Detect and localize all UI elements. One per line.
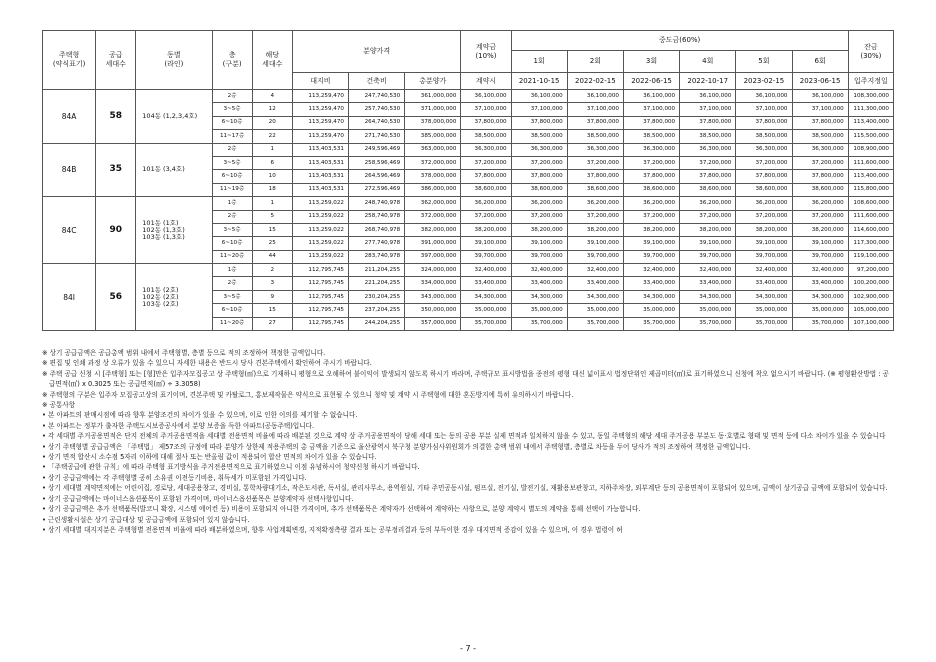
dong-line-cell: 101동 (1호) 102동 (1,3호) 103동 (1,3호) xyxy=(136,197,212,264)
middle-payment-cell: 38,500,000 xyxy=(792,130,848,143)
floor-cell: 3~5층 xyxy=(212,223,252,236)
total-price-cell: 324,000,000 xyxy=(405,264,461,277)
balance-cell: 108,300,000 xyxy=(848,90,893,103)
unit-type-cell: 84B xyxy=(43,143,96,197)
building-price-cell: 248,740,978 xyxy=(348,197,404,210)
units-cell: 3 xyxy=(252,277,292,290)
col-dong-header: 동별 (라인) xyxy=(136,31,212,90)
col-contract-header: 계약금 (10%) xyxy=(461,31,511,73)
total-price-cell: 378,000,000 xyxy=(405,170,461,183)
middle-payment-cell: 38,600,000 xyxy=(623,183,679,196)
building-price-cell: 211,204,255 xyxy=(348,264,404,277)
total-price-cell: 391,000,000 xyxy=(405,237,461,250)
col-middle-date: 2021-10-15 xyxy=(511,73,567,90)
units-cell: 1 xyxy=(252,197,292,210)
contract-cell: 38,600,000 xyxy=(461,183,511,196)
middle-payment-cell: 37,800,000 xyxy=(511,170,567,183)
floor-cell: 3~5층 xyxy=(212,290,252,303)
land-price-cell: 113,403,531 xyxy=(292,156,348,169)
middle-payment-cell: 34,300,000 xyxy=(511,290,567,303)
building-price-cell: 258,596,469 xyxy=(348,156,404,169)
balance-cell: 97,200,000 xyxy=(848,264,893,277)
total-price-cell: 357,000,000 xyxy=(405,317,461,330)
total-price-cell: 372,000,000 xyxy=(405,210,461,223)
floor-cell: 11~17층 xyxy=(212,130,252,143)
col-units-header: 해당 세대수 xyxy=(252,31,292,90)
table-row xyxy=(43,264,894,277)
note-item: • 상기 공급금액은 추가 선택품목(발코니 확장, 시스템 에어컨 등) 비용이 포함되지 아니한 가격이며, 추가 선택품목은 계약자가 선택하여 계약하는 사항으로, 분양 계약시 별도의 계약을 통해 선택이 가능합니다. xyxy=(42,505,641,514)
land-price-cell: 112,795,745 xyxy=(292,290,348,303)
middle-payment-cell: 37,200,000 xyxy=(736,210,792,223)
col-middle-round: 3회 xyxy=(623,51,679,73)
building-price-cell: 230,204,255 xyxy=(348,290,404,303)
middle-payment-cell: 36,100,000 xyxy=(792,90,848,103)
floor-cell: 11~20층 xyxy=(212,317,252,330)
note-item: ※ 편집 및 인쇄 과정 상 오류가 있을 수 있으니 자세한 내용은 반드시 당사 견본주택에서 확인하여 주시기 바랍니다. xyxy=(42,359,372,368)
col-middle-header: 중도금(60%) xyxy=(511,31,848,51)
middle-payment-cell: 33,400,000 xyxy=(511,277,567,290)
middle-payment-cell: 37,200,000 xyxy=(623,210,679,223)
middle-payment-cell: 36,300,000 xyxy=(792,143,848,156)
units-cell: 25 xyxy=(252,237,292,250)
middle-payment-cell: 37,800,000 xyxy=(680,116,736,129)
middle-payment-cell: 32,400,000 xyxy=(736,264,792,277)
middle-payment-cell: 37,800,000 xyxy=(680,170,736,183)
units-cell: 1 xyxy=(252,143,292,156)
middle-payment-cell: 39,100,000 xyxy=(792,237,848,250)
balance-cell: 111,600,000 xyxy=(848,210,893,223)
building-price-cell: 268,740,978 xyxy=(348,223,404,236)
balance-cell: 113,400,000 xyxy=(848,116,893,129)
balance-cell: 105,000,000 xyxy=(848,304,893,317)
contract-cell: 35,700,000 xyxy=(461,317,511,330)
land-price-cell: 113,259,022 xyxy=(292,250,348,263)
land-price-cell: 113,259,022 xyxy=(292,210,348,223)
contract-cell: 36,100,000 xyxy=(461,90,511,103)
middle-payment-cell: 37,100,000 xyxy=(792,103,848,116)
floor-cell: 11~19층 xyxy=(212,183,252,196)
col-supply-header: 공급 세대수 xyxy=(96,31,136,90)
floor-cell: 3~5층 xyxy=(212,103,252,116)
table-row xyxy=(43,197,894,210)
middle-payment-cell: 35,700,000 xyxy=(792,317,848,330)
note-item: ※ 주택형의 구분은 입주자 모집공고상의 표기이며, 견본주택 및 카탈로그, 홍보제작물은 약식으로 표현될 수 있으니 청약 및 계약 시 주택형에 대한 혼돈방지에 특히 유의하시기 바랍니다. xyxy=(42,390,574,399)
units-cell: 27 xyxy=(252,317,292,330)
middle-payment-cell: 39,100,000 xyxy=(623,237,679,250)
floor-cell: 2층 xyxy=(212,143,252,156)
middle-payment-cell: 38,600,000 xyxy=(511,183,567,196)
units-cell: 44 xyxy=(252,250,292,263)
total-price-cell: 343,000,000 xyxy=(405,290,461,303)
middle-payment-cell: 35,000,000 xyxy=(623,304,679,317)
contract-cell: 33,400,000 xyxy=(461,277,511,290)
table-row xyxy=(43,143,894,156)
note-item: • 상기 주택형별 공급금액은 「주택법」 제57조의 규정에 따라 분양가 상한제 적용주택의 총 금액을 기준으로 울산광역시 북구청 분양가심사위원회가 의결한 총액 범위 내에서 주택형별, 층별로 차등을 두어 당사가 적의 조정하여 책정한 금액입니다. xyxy=(42,442,751,451)
middle-payment-cell: 37,100,000 xyxy=(567,103,623,116)
col-total-header: 총분양가 xyxy=(405,73,461,90)
total-price-cell: 386,000,000 xyxy=(405,183,461,196)
balance-cell: 108,900,000 xyxy=(848,143,893,156)
middle-payment-cell: 35,000,000 xyxy=(736,304,792,317)
middle-payment-cell: 35,700,000 xyxy=(511,317,567,330)
contract-cell: 37,800,000 xyxy=(461,170,511,183)
unit-type-cell: 84A xyxy=(43,90,96,144)
price-table-body xyxy=(43,90,894,331)
middle-payment-cell: 37,100,000 xyxy=(736,103,792,116)
contract-cell: 34,300,000 xyxy=(461,290,511,303)
balance-cell: 115,800,000 xyxy=(848,183,893,196)
middle-payment-cell: 36,100,000 xyxy=(680,90,736,103)
building-price-cell: 249,596,469 xyxy=(348,143,404,156)
building-price-cell: 221,204,255 xyxy=(348,277,404,290)
land-price-cell: 113,259,022 xyxy=(292,197,348,210)
middle-payment-cell: 35,700,000 xyxy=(623,317,679,330)
note-item: ※ 공통사항 xyxy=(42,401,76,410)
middle-payment-cell: 36,100,000 xyxy=(511,90,567,103)
floor-cell: 11~20층 xyxy=(212,250,252,263)
contract-cell: 39,100,000 xyxy=(461,237,511,250)
balance-cell: 111,600,000 xyxy=(848,156,893,169)
contract-cell: 38,500,000 xyxy=(461,130,511,143)
middle-payment-cell: 33,400,000 xyxy=(680,277,736,290)
building-price-cell: 257,740,530 xyxy=(348,103,404,116)
note-item: • 상기 세대별 대지지분은 주택형별 전용면적 비율에 따라 배분하였으며, 향후 사업계획변경, 지적확정측량 결과 또는 공부정리결과 등의 부득이한 경우 대지면적 증감이 있을 수 있으며, 이 경우 법령이 허 xyxy=(42,525,623,534)
units-cell: 18 xyxy=(252,183,292,196)
middle-payment-cell: 36,100,000 xyxy=(623,90,679,103)
units-cell: 22 xyxy=(252,130,292,143)
units-cell: 15 xyxy=(252,223,292,236)
col-floor-header: 층 (구분) xyxy=(212,31,252,90)
middle-payment-cell: 32,400,000 xyxy=(623,264,679,277)
middle-payment-cell: 35,000,000 xyxy=(792,304,848,317)
note-item: • 상기 공급금액에는 각 주택형별 공히 소유권 이전등기비용, 취득세가 미포함된 가격입니다. xyxy=(42,473,307,482)
balance-cell: 107,100,000 xyxy=(848,317,893,330)
middle-payment-cell: 33,400,000 xyxy=(623,277,679,290)
contract-cell: 32,400,000 xyxy=(461,264,511,277)
notes-section xyxy=(42,348,894,535)
land-price-cell: 113,259,470 xyxy=(292,130,348,143)
total-price-cell: 372,000,000 xyxy=(405,156,461,169)
middle-payment-cell: 36,200,000 xyxy=(511,197,567,210)
building-price-cell: 277,740,978 xyxy=(348,237,404,250)
middle-payment-cell: 36,300,000 xyxy=(511,143,567,156)
units-cell: 2 xyxy=(252,264,292,277)
middle-payment-cell: 34,300,000 xyxy=(623,290,679,303)
unit-type-cell: 84I xyxy=(43,264,96,331)
middle-payment-cell: 35,000,000 xyxy=(680,304,736,317)
middle-payment-cell: 38,500,000 xyxy=(511,130,567,143)
units-cell: 9 xyxy=(252,290,292,303)
contract-cell: 35,000,000 xyxy=(461,304,511,317)
middle-payment-cell: 38,200,000 xyxy=(792,223,848,236)
col-middle-date: 2023-02-15 xyxy=(736,73,792,90)
balance-cell: 114,600,000 xyxy=(848,223,893,236)
middle-payment-cell: 32,400,000 xyxy=(792,264,848,277)
dong-line-cell: 104동 (1,2,3,4호) xyxy=(136,90,212,144)
total-price-cell: 397,000,000 xyxy=(405,250,461,263)
contract-cell: 38,200,000 xyxy=(461,223,511,236)
middle-payment-cell: 35,700,000 xyxy=(736,317,792,330)
middle-payment-cell: 39,700,000 xyxy=(567,250,623,263)
contract-cell: 39,700,000 xyxy=(461,250,511,263)
middle-payment-cell: 36,200,000 xyxy=(680,197,736,210)
price-table xyxy=(42,30,894,331)
total-price-cell: 361,000,000 xyxy=(405,90,461,103)
middle-payment-cell: 37,800,000 xyxy=(736,116,792,129)
floor-cell: 6~10층 xyxy=(212,170,252,183)
units-cell: 10 xyxy=(252,170,292,183)
contract-cell: 37,200,000 xyxy=(461,156,511,169)
floor-cell: 2층 xyxy=(212,90,252,103)
middle-payment-cell: 34,300,000 xyxy=(792,290,848,303)
building-price-cell: 247,740,530 xyxy=(348,90,404,103)
middle-payment-cell: 36,100,000 xyxy=(567,90,623,103)
contract-cell: 37,100,000 xyxy=(461,103,511,116)
note-item: ※ 주택 공급 신청 시 [주택형] 또는 [형]만은 입주자모집공고 상 주택형(㎡)으로 기재하니 평형으로 오해하여 불이익이 발생되지 않도록 하시기 바라며, 주택규모 표시방법을 종전의 평형 대신 넓이표시 법정단위인 제곱미터(㎡)로 표기하였으니 신청에 착오 없으시기 바랍니다. (※ 평형환산방법 : 공급면적(㎡) x 0.3025 또는 공급면적(㎡) ÷ 3.3058) xyxy=(42,369,889,389)
land-price-cell: 113,403,531 xyxy=(292,170,348,183)
col-middle-round: 6회 xyxy=(792,51,848,73)
middle-payment-cell: 38,600,000 xyxy=(680,183,736,196)
total-price-cell: 362,000,000 xyxy=(405,197,461,210)
contract-cell: 36,300,000 xyxy=(461,143,511,156)
units-cell: 12 xyxy=(252,103,292,116)
total-price-cell: 378,000,000 xyxy=(405,116,461,129)
middle-payment-cell: 38,600,000 xyxy=(567,183,623,196)
balance-cell: 115,500,000 xyxy=(848,130,893,143)
units-cell: 6 xyxy=(252,156,292,169)
building-price-cell: 272,596,469 xyxy=(348,183,404,196)
col-middle-round: 5회 xyxy=(736,51,792,73)
total-price-cell: 363,000,000 xyxy=(405,143,461,156)
col-balance-header: 잔금 (30%) xyxy=(848,31,893,73)
table-row xyxy=(43,90,894,103)
middle-payment-cell: 35,000,000 xyxy=(511,304,567,317)
middle-payment-cell: 39,700,000 xyxy=(623,250,679,263)
total-price-cell: 350,000,000 xyxy=(405,304,461,317)
col-contract-when: 계약시 xyxy=(461,73,511,90)
middle-payment-cell: 32,400,000 xyxy=(680,264,736,277)
middle-payment-cell: 38,200,000 xyxy=(567,223,623,236)
units-cell: 15 xyxy=(252,304,292,317)
middle-payment-cell: 36,200,000 xyxy=(792,197,848,210)
supply-count-cell: 35 xyxy=(96,143,136,197)
total-price-cell: 385,000,000 xyxy=(405,130,461,143)
building-price-cell: 271,740,530 xyxy=(348,130,404,143)
col-middle-date: 2022-02-15 xyxy=(567,73,623,90)
balance-cell: 108,600,000 xyxy=(848,197,893,210)
middle-payment-cell: 37,200,000 xyxy=(623,156,679,169)
note-item: • 상기 세대별 계약면적에는 어린이집, 경로당, 세대공용창고, 경비실, 통학차량대기소, 작은도서관, 독서실, 관리사무소, 용역원실, 기타 주민공동시설, 펌프실, 전기실, 발전기실, 재활용보관창고, 지하주차장, 외부계단 등의 공용면적이 포함되어 있으며, 금액이 상기공급 금액에 포함되어 있습니다. xyxy=(42,484,888,493)
dong-line-cell: 101동 (2호) 102동 (2호) 103동 (2호) xyxy=(136,264,212,331)
middle-payment-cell: 37,200,000 xyxy=(736,156,792,169)
middle-payment-cell: 37,100,000 xyxy=(680,103,736,116)
col-middle-round: 1회 xyxy=(511,51,567,73)
land-price-cell: 112,795,745 xyxy=(292,317,348,330)
note-item: • 상기 면적 합산시 소수점 5자리 이하에 대해 절사 또는 반올림 값이 적용되어 합산 면적의 차이가 있을 수 있습니다. xyxy=(42,453,377,462)
building-price-cell: 244,204,255 xyxy=(348,317,404,330)
note-item: ※ 상기 공급금액은 공급총액 범위 내에서 주택형별, 층별 등으로 적의 조정하여 책정한 금액입니다. xyxy=(42,349,326,357)
building-price-cell: 258,740,978 xyxy=(348,210,404,223)
middle-payment-cell: 39,700,000 xyxy=(511,250,567,263)
middle-payment-cell: 33,400,000 xyxy=(736,277,792,290)
contract-cell: 37,800,000 xyxy=(461,116,511,129)
building-price-cell: 237,204,255 xyxy=(348,304,404,317)
middle-payment-cell: 37,800,000 xyxy=(511,116,567,129)
unit-type-cell: 84C xyxy=(43,197,96,264)
middle-payment-cell: 39,100,000 xyxy=(736,237,792,250)
col-middle-date: 2022-10-17 xyxy=(680,73,736,90)
middle-payment-cell: 37,800,000 xyxy=(623,170,679,183)
middle-payment-cell: 36,100,000 xyxy=(736,90,792,103)
floor-cell: 2층 xyxy=(212,277,252,290)
note-item: • 근린생활시설은 상기 공급대상 및 공급금액에 포함되어 있지 않습니다. xyxy=(42,515,250,524)
total-price-cell: 371,000,000 xyxy=(405,103,461,116)
land-price-cell: 113,259,470 xyxy=(292,116,348,129)
land-price-cell: 113,403,531 xyxy=(292,143,348,156)
land-price-cell: 112,795,745 xyxy=(292,277,348,290)
land-price-cell: 112,795,745 xyxy=(292,304,348,317)
middle-payment-cell: 37,100,000 xyxy=(511,103,567,116)
col-middle-date: 2022-06-15 xyxy=(623,73,679,90)
middle-payment-cell: 34,300,000 xyxy=(680,290,736,303)
middle-payment-cell: 39,100,000 xyxy=(680,237,736,250)
note-item: • 상기 공급금액에는 마이너스옵션품목이 포함된 가격이며, 마이너스옵션품목은 분양계약자 선택사항입니다. xyxy=(42,494,354,503)
middle-payment-cell: 38,600,000 xyxy=(792,183,848,196)
contract-cell: 37,200,000 xyxy=(461,210,511,223)
col-type-header: 주택형 (약식표기) xyxy=(43,31,96,90)
middle-payment-cell: 37,200,000 xyxy=(511,210,567,223)
col-balance-when: 입주지정일 xyxy=(848,73,893,90)
col-price-header: 분양가격 xyxy=(292,31,461,73)
balance-cell: 119,100,000 xyxy=(848,250,893,263)
middle-payment-cell: 37,200,000 xyxy=(567,210,623,223)
middle-payment-cell: 36,300,000 xyxy=(680,143,736,156)
floor-cell: 3~5층 xyxy=(212,156,252,169)
middle-payment-cell: 37,200,000 xyxy=(567,156,623,169)
middle-payment-cell: 33,400,000 xyxy=(792,277,848,290)
middle-payment-cell: 38,500,000 xyxy=(567,130,623,143)
col-middle-date: 2023-06-15 xyxy=(792,73,848,90)
note-item: • 「주택공급에 관한 규칙」에 따라 주택형 표기방식을 주거전용면적으로 표기하였으니 이점 유념하시어 청약신청 하시기 바랍니다. xyxy=(42,463,420,472)
units-cell: 20 xyxy=(252,116,292,129)
floor-cell: 6~10층 xyxy=(212,116,252,129)
middle-payment-cell: 38,200,000 xyxy=(680,223,736,236)
col-middle-round: 2회 xyxy=(567,51,623,73)
land-price-cell: 113,259,470 xyxy=(292,90,348,103)
middle-payment-cell: 36,200,000 xyxy=(736,197,792,210)
balance-cell: 111,300,000 xyxy=(848,103,893,116)
total-price-cell: 382,000,000 xyxy=(405,223,461,236)
middle-payment-cell: 37,200,000 xyxy=(792,210,848,223)
dong-line-cell: 101동 (3,4호) xyxy=(136,143,212,197)
middle-payment-cell: 37,800,000 xyxy=(792,170,848,183)
middle-payment-cell: 36,300,000 xyxy=(623,143,679,156)
middle-payment-cell: 38,500,000 xyxy=(736,130,792,143)
supply-count-cell: 90 xyxy=(96,197,136,264)
middle-payment-cell: 37,800,000 xyxy=(792,116,848,129)
middle-payment-cell: 37,200,000 xyxy=(680,210,736,223)
middle-payment-cell: 35,700,000 xyxy=(680,317,736,330)
middle-payment-cell: 38,500,000 xyxy=(623,130,679,143)
supply-count-cell: 58 xyxy=(96,90,136,144)
units-cell: 4 xyxy=(252,90,292,103)
note-item: • 각 세대별 주거공용면적은 단지 전체의 주거공용면적을 세대별 전용면적 비율에 따라 배분된 것으로 계약 상 주거공용면적이 당해 세대 또는 동의 공용 부분 실제 면적과 일치하지 않을 수 있고, 동일 주택형의 해당 세대 주거공용 부분도 동·호별로 형태 및 면적 등에 다소 차이가 있을 수 있습니다 xyxy=(42,432,886,441)
col-middle-round: 4회 xyxy=(680,51,736,73)
middle-payment-cell: 39,700,000 xyxy=(680,250,736,263)
page-number: - 7 - xyxy=(460,644,476,653)
middle-payment-cell: 32,400,000 xyxy=(567,264,623,277)
middle-payment-cell: 39,100,000 xyxy=(567,237,623,250)
balance-cell: 113,400,000 xyxy=(848,170,893,183)
middle-payment-cell: 37,800,000 xyxy=(567,170,623,183)
middle-payment-cell: 33,400,000 xyxy=(567,277,623,290)
floor-cell: 2층 xyxy=(212,210,252,223)
floor-cell: 6~10층 xyxy=(212,237,252,250)
middle-payment-cell: 37,200,000 xyxy=(511,156,567,169)
middle-payment-cell: 39,700,000 xyxy=(792,250,848,263)
middle-payment-cell: 38,200,000 xyxy=(623,223,679,236)
land-price-cell: 113,403,531 xyxy=(292,183,348,196)
balance-cell: 100,200,000 xyxy=(848,277,893,290)
middle-payment-cell: 38,600,000 xyxy=(736,183,792,196)
land-price-cell: 113,259,470 xyxy=(292,103,348,116)
land-price-cell: 113,259,022 xyxy=(292,237,348,250)
land-price-cell: 113,259,022 xyxy=(292,223,348,236)
units-cell: 5 xyxy=(252,210,292,223)
middle-payment-cell: 37,200,000 xyxy=(792,156,848,169)
middle-payment-cell: 37,200,000 xyxy=(680,156,736,169)
building-price-cell: 264,740,530 xyxy=(348,116,404,129)
balance-cell: 102,900,000 xyxy=(848,290,893,303)
middle-payment-cell: 37,800,000 xyxy=(567,116,623,129)
middle-payment-cell: 34,300,000 xyxy=(736,290,792,303)
middle-payment-cell: 34,300,000 xyxy=(567,290,623,303)
building-price-cell: 264,596,469 xyxy=(348,170,404,183)
middle-payment-cell: 38,500,000 xyxy=(680,130,736,143)
land-price-cell: 112,795,745 xyxy=(292,264,348,277)
price-table-container xyxy=(42,30,894,331)
middle-payment-cell: 39,700,000 xyxy=(736,250,792,263)
middle-payment-cell: 36,300,000 xyxy=(736,143,792,156)
middle-payment-cell: 38,200,000 xyxy=(511,223,567,236)
building-price-cell: 283,740,978 xyxy=(348,250,404,263)
middle-payment-cell: 35,700,000 xyxy=(567,317,623,330)
note-item: • 본 아파트의 판매시점에 따라 향후 분양조건의 차이가 있을 수 있으며, 이로 인한 이의를 제기할 수 없습니다. xyxy=(42,411,358,420)
middle-payment-cell: 36,300,000 xyxy=(567,143,623,156)
middle-payment-cell: 37,800,000 xyxy=(736,170,792,183)
col-land-header: 대지비 xyxy=(292,73,348,90)
middle-payment-cell: 36,200,000 xyxy=(567,197,623,210)
total-price-cell: 334,000,000 xyxy=(405,277,461,290)
middle-payment-cell: 32,400,000 xyxy=(511,264,567,277)
middle-payment-cell: 37,100,000 xyxy=(623,103,679,116)
middle-payment-cell: 38,200,000 xyxy=(736,223,792,236)
col-building-header: 건축비 xyxy=(348,73,404,90)
floor-cell: 1층 xyxy=(212,264,252,277)
middle-payment-cell: 39,100,000 xyxy=(511,237,567,250)
note-item: • 본 아파트는 정부가 출자한 주택도시보증공사에서 분양 보증을 득한 아파트(공동주택)입니다. xyxy=(42,421,315,430)
contract-cell: 36,200,000 xyxy=(461,197,511,210)
floor-cell: 6~10층 xyxy=(212,304,252,317)
middle-payment-cell: 35,000,000 xyxy=(567,304,623,317)
floor-cell: 1층 xyxy=(212,197,252,210)
supply-count-cell: 56 xyxy=(96,264,136,331)
middle-payment-cell: 37,800,000 xyxy=(623,116,679,129)
middle-payment-cell: 36,200,000 xyxy=(623,197,679,210)
balance-cell: 117,300,000 xyxy=(848,237,893,250)
